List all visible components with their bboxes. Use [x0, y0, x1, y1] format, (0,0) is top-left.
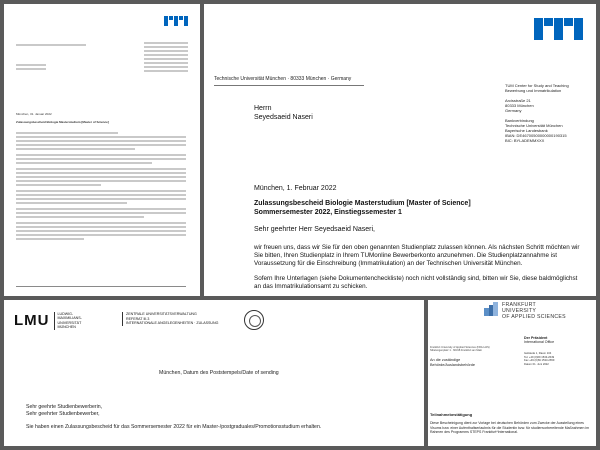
sender-rule	[214, 85, 364, 86]
lmu-body: Sie haben einen Zulassungsbescheid für das Sommersemester 2022 für ein Master-/postgraduales/Promotionsstudium erhalten.	[26, 424, 322, 430]
recipient-address	[254, 104, 313, 122]
recipient-line: Seyedsaeid Naseri	[254, 114, 313, 121]
contact-line: Fax +49 (0)69 1533-2659	[524, 359, 555, 363]
sender-lines	[16, 44, 86, 48]
right-info-lines	[144, 42, 188, 74]
bank-line: Bayerische Landesbank	[505, 128, 548, 133]
fuas-contact	[524, 352, 554, 366]
small-footer-line	[16, 286, 186, 289]
body-paragraph: Sofern Ihre Unterlagen (siehe Dokumentencheckliste) noch nicht vollständig sind, bitten wir Sie, diese baldmöglichst an das Immatrikulationsamt zu schicken.	[254, 274, 578, 290]
contact-line: Gebäude 1, Raum 104	[524, 352, 552, 355]
lmu-greeting	[26, 404, 102, 418]
bank-line: IBAN: DE46700500000000190315	[505, 133, 567, 138]
office-line: INTERNATIONALE ANGELEGENHEITEN · ZULASSUNG	[126, 321, 219, 326]
contact-line: Tel. +49 (0)69 1533-2649	[524, 355, 555, 359]
subject-line: Sommersemester 2022, Einstiegssemester 1	[254, 209, 402, 216]
office-line: TUM Center for Study and Teaching	[505, 83, 569, 88]
greeting-line: Sehr geehrter Studienbewerber,	[26, 411, 100, 417]
letter-date: München, 1. Februar 2022	[254, 185, 337, 192]
greeting-line: Sehr geehrte Studienbewerberin,	[26, 404, 103, 410]
small-body-lines	[16, 132, 186, 242]
recipient-line: An die zuständige	[430, 358, 461, 362]
sender-line: Nibelungenplatz 1 · 60318 Frankfurt am Main	[430, 349, 483, 353]
lmu-seal-icon	[244, 310, 264, 330]
office-line: REFERAT III.3	[126, 316, 150, 321]
fuas-recipient	[430, 358, 475, 367]
recipient-line: Herrn	[254, 105, 272, 112]
fuas-letter	[428, 300, 596, 446]
office-line: Germany	[505, 108, 522, 113]
president-line: Der Präsident	[524, 336, 548, 340]
fuas-logo-icon	[484, 302, 498, 316]
office-line: 80333 München	[505, 103, 534, 108]
small-subject: Zulassungsbescheid Biologie Masterstudium [Master of Science]	[16, 120, 109, 124]
fuas-president	[524, 336, 554, 345]
lmu-logo	[14, 312, 102, 330]
office-line: Arcisstraße 21	[505, 98, 531, 103]
lmu-letter	[4, 300, 424, 446]
sender-line: Technische Universität München · 80333 München · Germany	[214, 76, 352, 82]
lmu-logo-line: UNIVERSITÄT	[57, 320, 82, 325]
lmu-logo-line: MAXIMILIANS-	[57, 316, 82, 321]
salutation: Sehr geehrter Herr Seyedsaeid Naseri,	[254, 226, 376, 233]
tum-logo	[534, 18, 583, 40]
contact-line: Datum 01. Juni 2022	[524, 362, 549, 366]
body-paragraph: wir freuen uns, dass wir Sie für den oben genannten Studienplatz zulassen können. Als nächsten Schritt möchten wir Sie bitten, Ihren Studienplatz in Ihrem TUMonline Bewerberkonto anzunehmen. Die Studienplatzannahme ist Voraussetzung für die Einschreibung (Immatrikulation) an der Technischen Universität München.	[254, 244, 580, 268]
fuas-name-line: OF APPLIED SCIENCES	[502, 314, 566, 321]
fuas-sender	[430, 346, 490, 353]
tum-admission-letter	[204, 4, 596, 296]
bank-line: Bankverbindung	[505, 118, 534, 123]
letter-subject	[254, 199, 471, 217]
tum-logo	[164, 16, 188, 26]
office-info-block	[505, 83, 593, 143]
president-line: International Office	[524, 340, 555, 345]
fuas-title: Teilnahmebestätigung	[430, 412, 473, 417]
subject-line: Zulassungsbescheid Biologie Masterstudium [Master of Science]	[254, 200, 471, 207]
office-line: Bewerbung und Immatrikulation	[505, 88, 562, 93]
fuas-name-line: FRANKFURT	[502, 302, 537, 308]
lmu-logo-line: MÜNCHEN	[57, 325, 76, 330]
address-lines	[16, 64, 46, 72]
lmu-wordmark: LMU	[14, 312, 50, 330]
recipient-line: Behörde/Auslandsbehörde	[430, 362, 475, 367]
office-line: ZENTRALE UNIVERSITÄTSVERWALTUNG	[126, 312, 197, 316]
fuas-name	[502, 302, 566, 321]
bank-line: BIC: BYLADEMMXXX	[505, 138, 545, 143]
fuas-name-line: UNIVERSITY	[502, 308, 537, 315]
small-date: München, 31. Januar 2022	[16, 112, 52, 116]
lmu-date: München, Datum des Poststempels/Date of sending	[159, 370, 279, 376]
lmu-logo-subtitle	[54, 312, 102, 330]
letter-body	[254, 244, 584, 296]
fuas-body: Diese Bescheinigung dient zur Vorlage bei deutschen Behörden zum Zwecke der Ausstellung eines Visums bzw. einer Aufenthaltserlaubnis für die Studentin bzw. für studienvorbereitende Maßnahmen im Rahmen des Programms STEPS Frankfurt*International.	[430, 421, 590, 434]
lmu-logo-line: LUDWIG-	[57, 312, 74, 316]
bank-line: Technische Universität München	[505, 123, 563, 128]
tum-letter-thumbnail	[4, 4, 200, 296]
sender-line: Frankfurt University of Applied Sciences (FRA-UAS)	[430, 346, 490, 349]
lmu-office	[122, 312, 252, 326]
